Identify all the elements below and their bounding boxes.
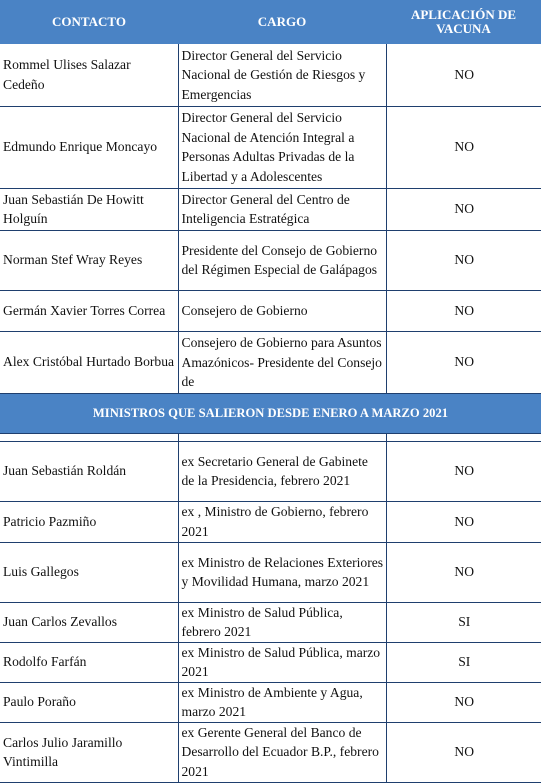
cargo-cell: Director General del Servicio Nacional de Atención Integral a Personas Adultas Privadas de la Libertad y a Adolescentes: [178, 106, 386, 188]
contacto-cell: Patricio Pazmiño: [0, 501, 178, 542]
cargo-cell: ex Ministro de Ambiente y Agua, marzo 2021: [178, 682, 386, 722]
spacer-row: [0, 433, 541, 441]
section-title: MINISTROS QUE SALIERON DESDE ENERO A MARZO 2021: [0, 393, 541, 433]
vacuna-cell: NO: [386, 188, 541, 230]
cargo-cell: ex , Ministro de Gobierno, febrero 2021: [178, 501, 386, 542]
contacto-cell: Carlos Julio Jaramillo Vintimilla: [0, 722, 178, 782]
cargo-cell: ex Gerente General del Banco de Desarrollo del Ecuador B.P., febrero 2021: [178, 722, 386, 782]
table-row: [0, 106, 541, 188]
contacto-cell: Germán Xavier Torres Correa: [0, 290, 178, 331]
table-row: [0, 441, 541, 501]
cargo-cell: [178, 331, 386, 393]
table-row: [0, 602, 541, 642]
table-row: [0, 722, 541, 782]
contacto-cell: Rommel Ulises Salazar Cedeño: [0, 44, 178, 106]
vacuna-cell: NO: [386, 542, 541, 602]
table-row: [0, 542, 541, 602]
contacto-cell: Alex Cristóbal Hurtado Borbua: [0, 331, 178, 393]
contacto-cell: Edmundo Enrique Moncayo: [0, 106, 178, 188]
cargo-text: Consejero de Gobierno para Asuntos Amazónicos- Presidente del Consejo de: [181, 335, 382, 389]
contacto-cell: Juan Carlos Zevallos: [0, 602, 178, 642]
table-row: [0, 501, 541, 542]
cargo-cell: Director General del Servicio Nacional de Gestión de Riesgos y Emergencias: [178, 44, 386, 106]
vacuna-cell: NO: [386, 290, 541, 331]
header-contacto: CONTACTO: [0, 0, 178, 44]
cargo-cell: Presidente del Consejo de Gobierno del Régimen Especial de Galápagos: [178, 230, 386, 290]
header-row: [0, 0, 541, 44]
table-row: [0, 331, 541, 393]
contacto-cell: Rodolfo Farfán: [0, 642, 178, 682]
contacto-cell: Paulo Poraño: [0, 682, 178, 722]
cargo-cell: Director General del Centro de Inteligencia Estratégica: [178, 188, 386, 230]
cargo-cell: ex Ministro de Salud Pública, marzo 2021: [178, 642, 386, 682]
cargo-cell: ex Secretario General de Gabinete de la Presidencia, febrero 2021: [178, 441, 386, 501]
cargo-cell: ex Ministro de Relaciones Exteriores y Movilidad Humana, marzo 2021: [178, 542, 386, 602]
vacuna-cell: SI: [386, 642, 541, 682]
contacto-cell: Juan Sebastián De Howitt Holguín: [0, 188, 178, 230]
vacuna-cell: SI: [386, 602, 541, 642]
vacuna-cell: NO: [386, 441, 541, 501]
contacto-cell: Luis Gallegos: [0, 542, 178, 602]
vacuna-cell: NO: [386, 106, 541, 188]
table-row: [0, 290, 541, 331]
table-row: [0, 188, 541, 230]
table-row: [0, 230, 541, 290]
table-row: [0, 682, 541, 722]
vacuna-cell: NO: [386, 722, 541, 782]
header-vacuna: APLICACIÓN DE VACUNA: [386, 0, 541, 44]
vacuna-cell: NO: [386, 501, 541, 542]
table-row: [0, 44, 541, 106]
header-cargo: CARGO: [178, 0, 386, 44]
contacto-cell: Juan Sebastián Roldán: [0, 441, 178, 501]
table-row: [0, 642, 541, 682]
contacto-cell: Norman Stef Wray Reyes: [0, 230, 178, 290]
section-row: [0, 393, 541, 433]
cargo-cell: Consejero de Gobierno: [178, 290, 386, 331]
vacuna-cell: NO: [386, 682, 541, 722]
vacuna-cell: NO: [386, 44, 541, 106]
cargo-cell: ex Ministro de Salud Pública, febrero 2021: [178, 602, 386, 642]
vacuna-cell: NO: [386, 331, 541, 393]
vacuna-cell: NO: [386, 230, 541, 290]
